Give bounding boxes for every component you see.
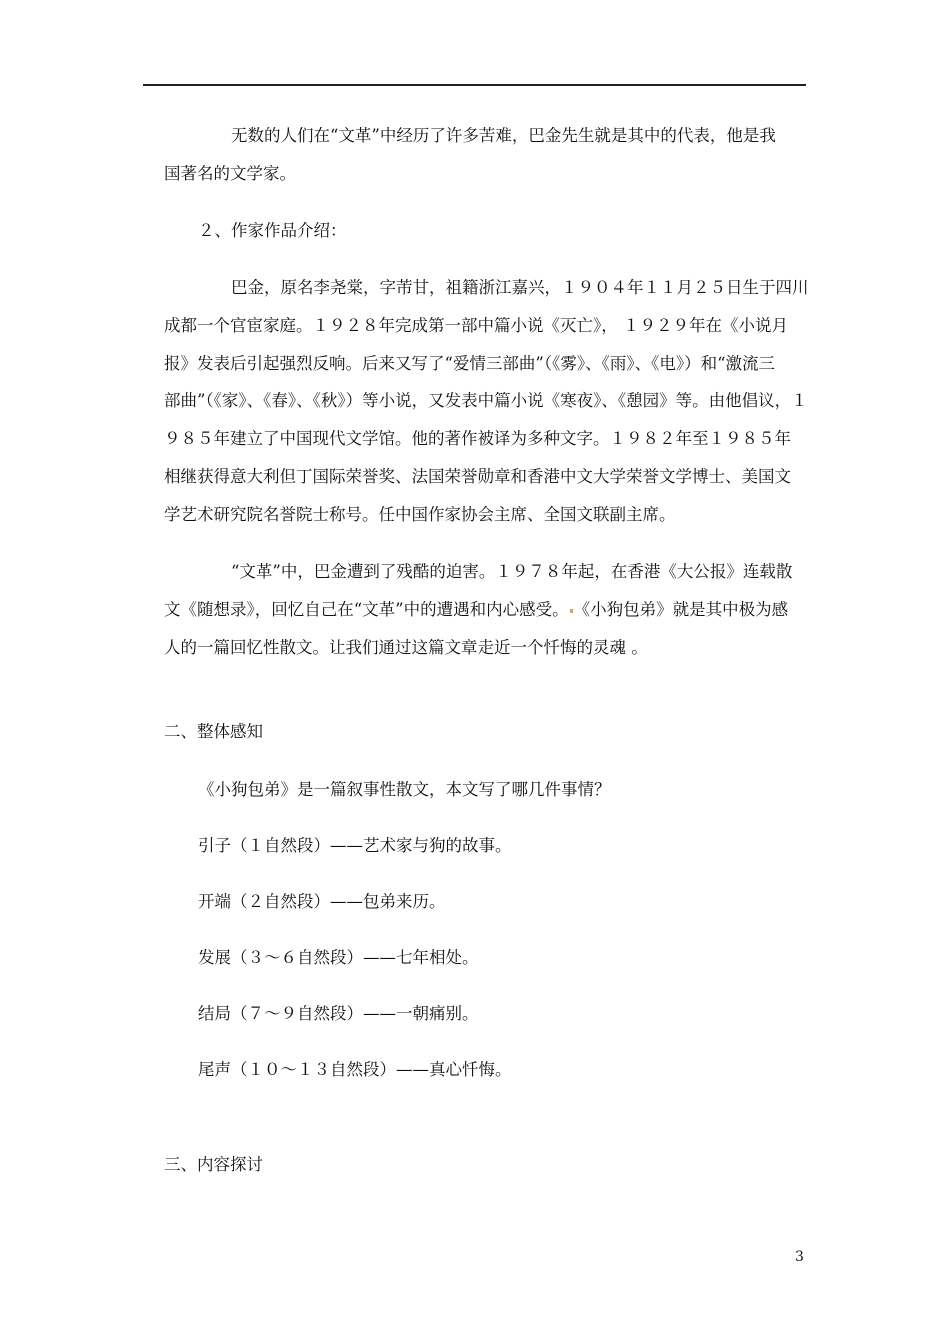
question-text: 《小狗包弟》是一篇叙事性散文，本文写了哪几件事情？ [198,780,611,799]
paragraph-line: 成都一个官宦家庭。１９２８年完成第一部中篇小说《灭亡》， １９２９年在《小说月 [164,316,788,335]
paragraph-line: ９８５年建立了中国现代文学馆。他的著作被译为多种文字。１９８２年至１９８５年 [164,429,791,448]
section-title: 二、整体感知 [164,722,263,741]
list-item: 发展（３～６自然段）——七年相处。 [198,948,479,967]
paragraph-line: 巴金，原名李尧棠，字芾甘，祖籍浙江嘉兴，１９０４年１１月２５日生于四川 [231,278,809,297]
paragraph-line: “文革”中，巴金遭到了残酷的迫害。１９７８年起，在香港《大公报》连载散 [231,562,793,581]
paragraph-line: 报》发表后引起强烈反响。后来又写了“爱情三部曲”（《雾》、《雨》、《电》）和“激流三 [164,354,776,373]
paragraph-line: 人的一篇回忆性散文。让我们通过这篇文章走近一个忏悔的灵魂 。 [164,638,648,657]
edit-mark [570,609,573,613]
paragraph-line: 无数的人们在“文革”中经历了许多苦难，巴金先生就是其中的代表，他是我 [231,126,776,145]
list-item: 引子（１自然段）——艺术家与狗的故事。 [198,836,512,855]
paragraph-line: 相继获得意大利但丁国际荣誉奖、法国荣誉勋章和香港中文大学荣誉文学博士、美国文 [164,467,791,486]
list-item: 开端（２自然段）——包弟来历。 [198,892,446,911]
header-rule [143,84,806,86]
paragraph-line: 部曲”（《家》、《春》、《秋》）等小说，又发表中篇小说《寒夜》、《憩园》等。由他倡议，１ [164,391,808,410]
list-item: 尾声（１０～１３自然段）——真心忏悔。 [198,1060,512,1079]
paragraph-line: 文《随想录》，回忆自己在“文革”中的遭遇和内心感受。 《小狗包弟》就是其中极为感 [164,600,789,619]
page-number: 3 [795,1249,804,1265]
section-title: 三、内容探讨 [164,1155,263,1174]
paragraph-line: 国著名的文学家。 [164,164,296,183]
subheading: ２、作家作品介绍： [198,221,347,240]
list-item: 结局（７～９自然段）——一朝痛别。 [198,1004,479,1023]
paragraph-line: 学艺术研究院名誉院士称号。任中国作家协会主席、全国文联副主席。 [164,505,676,524]
